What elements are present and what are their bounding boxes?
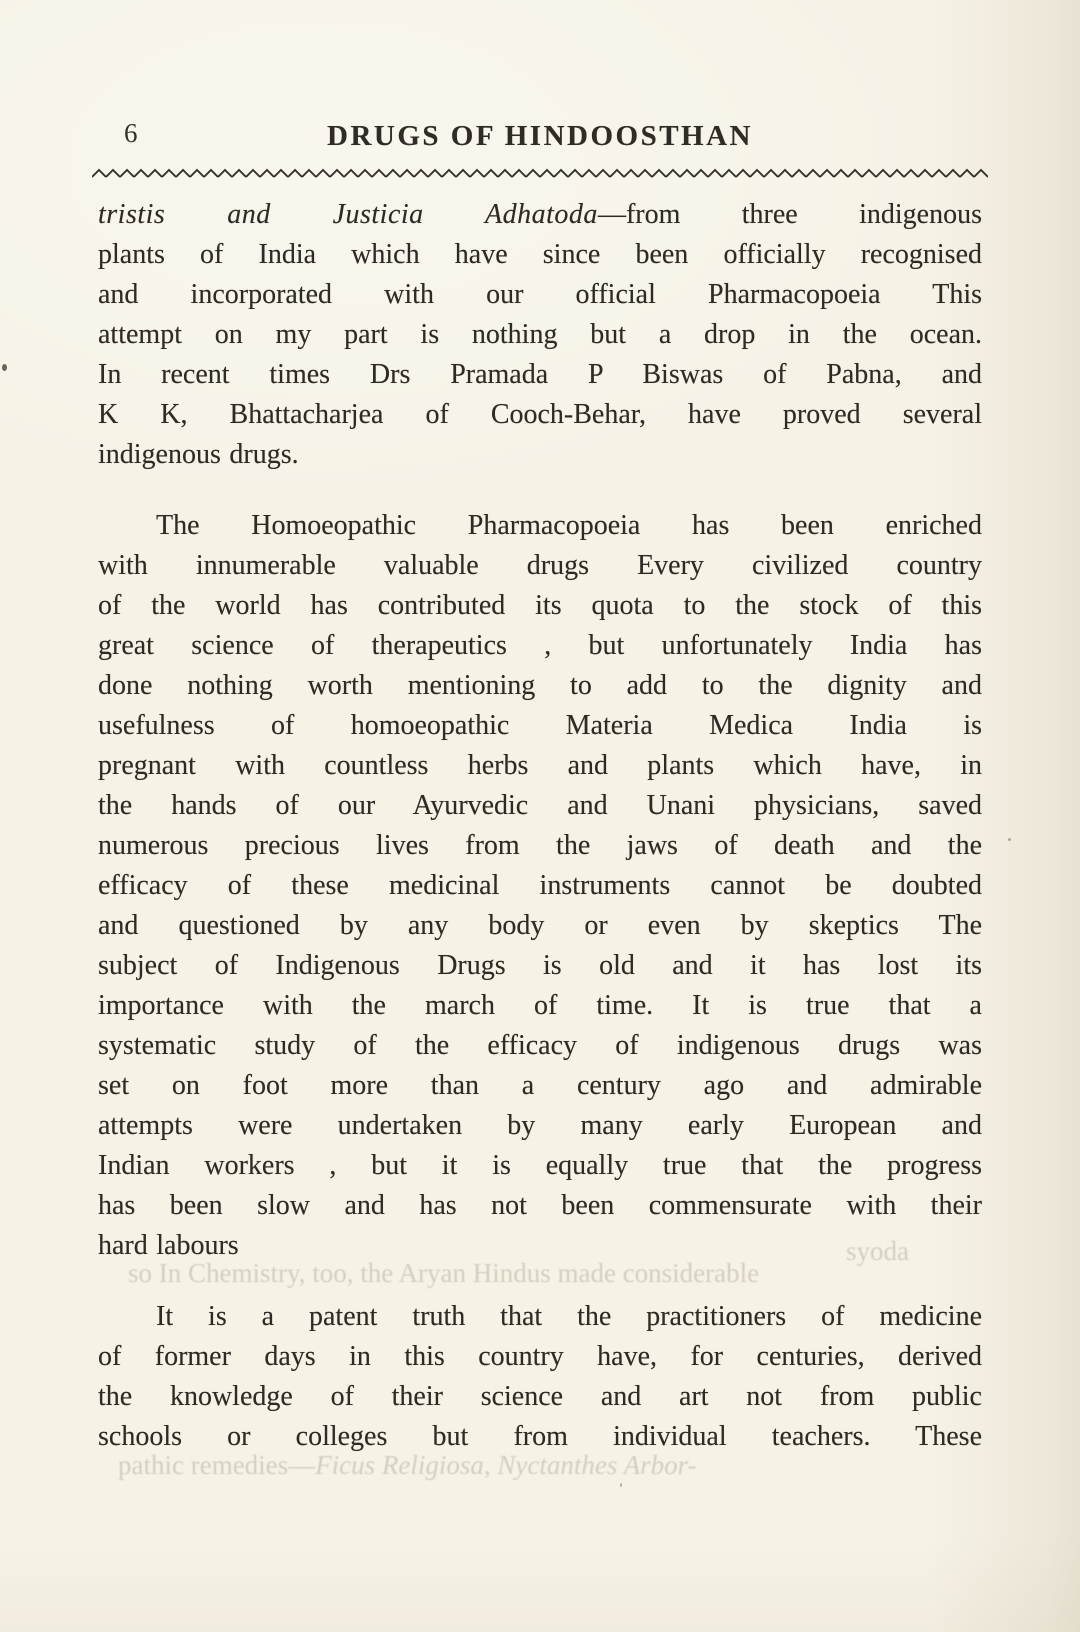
text-line: It is a patent truth that the practitioners of medicine [156,1301,982,1332]
text-line: In recent times Drs Pramada P Biswas of Pabna, and [98,359,982,390]
text-line: schools or colleges but from individual teachers. These [98,1421,982,1452]
ghost-bleedthrough-fragment: syoda [846,1236,909,1266]
text-line: indigenous drugs. [98,439,299,470]
paragraph-1-lines [98,235,982,475]
text-line: of former days in this country have, for centuries, derived [98,1341,982,1372]
text-line: set on foot more than a century ago and admirable [98,1070,982,1101]
text-line: with innumerable valuable drugs Every civilized country [98,550,982,581]
text-line: systematic study of the efficacy of indigenous drugs was [98,1030,982,1061]
page-number: 6 [124,118,139,148]
paragraph-2 [98,506,982,1266]
paper-speck [620,1483,622,1487]
paragraph-3 [98,1297,982,1457]
paragraph-3-lines [98,1297,982,1457]
text-line: subject of Indigenous Drugs is old and it has lost its [98,950,982,981]
text-line: plants of India which have since been officially recognised [98,239,982,270]
ghost-bleedthrough-line: so In Chemistry, too, the Aryan Hindus made considerable [128,1258,760,1288]
text-line: great science of therapeutics , but unfortunately India has [98,630,982,661]
paragraph-1 [98,195,982,475]
paper-speck [2,364,7,371]
text-line: importance with the march of time. It is true that a [98,990,982,1021]
running-title: DRUGS OF HINDOOSTHAN [327,120,753,152]
text-line: the knowledge of their science and art not from public [98,1381,982,1412]
text-line: usefulness of homoeopathic Materia Medica India is [98,710,982,741]
text-line: efficacy of these medicinal instruments cannot be doubted [98,870,982,901]
ghost-text-roman: pathic remedies— [118,1450,316,1480]
ghost-text-italic-species: Ficus Religiosa, Nyctanthes Arbor- [315,1450,697,1480]
text-line: and questioned by any body or even by skeptics The [98,910,982,941]
paper-speck [1008,838,1011,841]
text-line: attempts were undertaken by many early European and [98,1110,982,1141]
text-line: and incorporated with our official Pharmacopoeia This [98,279,982,310]
italic-species-names: tristis and Justicia Adhatoda [98,199,598,230]
text-line: has been slow and has not been commensurate with their [98,1190,982,1221]
text-line: the hands of our Ayurvedic and Unani physicians, saved [98,790,982,821]
text-line: pregnant with countless herbs and plants which have, in [98,750,982,781]
ghost-bleedthrough-line [118,1450,697,1481]
zigzag-rule-divider [92,167,988,180]
text-line: attempt on my part is nothing but a drop in the ocean. [98,319,982,350]
text-line: K K, Bhattacharjea of Cooch-Behar, have proved several [98,399,982,430]
text-line: hard labours [98,1230,239,1261]
text-line: done nothing worth mentioning to add to the dignity and [98,670,982,701]
text-line: of the world has contributed its quota to the stock of this [98,590,982,621]
text-line-continuation: —from three indigenous [597,199,982,230]
text-line [98,195,982,235]
text-line: Indian workers , but it is equally true that the progress [98,1150,982,1181]
text-line: The Homoeopathic Pharmacopoeia has been enriched [156,510,982,541]
paragraph-2-lines [98,506,982,1266]
text-line: numerous precious lives from the jaws of death and the [98,830,982,861]
page-header [98,0,982,158]
